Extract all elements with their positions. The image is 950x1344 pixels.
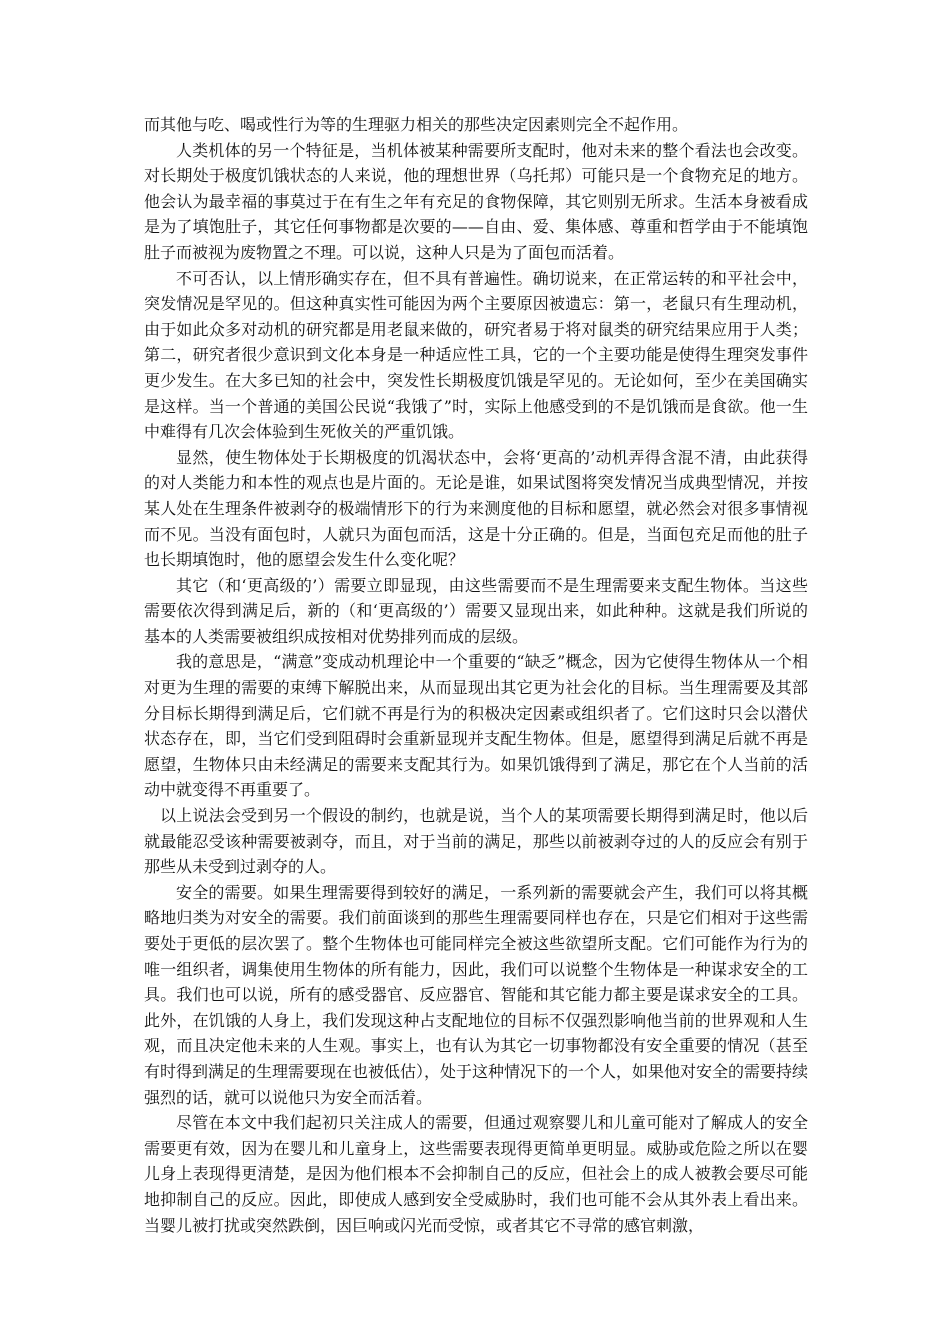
paragraph-safety-needs: 安全的需要。如果生理需要得到较好的满足，一系列新的需要就会产生，我们可以将其概略地归类为对安全的需要。我们前面谈到的那些生理需要同样也存在，只是它们相对于这些需要处于更低的层次罢了。整个生物体也可能同样完全被这些欲望所支配。它们可能作为行为的唯一组织者，调集使用生物体的所有能力，因此，我们可以说整个生物体是一种谋求安全的工具。我们也可以说，所有的感受器官、反应器官、智能和其它能力都主要是谋求安全的工具。此外，在饥饿的人身上，我们发现这种占支配地位的目标不仅强烈影响他当前的世界观和人生观，而且决定他未来的人生观。事实上，也有认为其它一切事物都没有安全重要的情况（甚至有时得到满足的生理需要现在也被低估），处于这种情况下的一个人，如果他对安全的需要持续强烈的话，就可以说他只为安全而活着。 xyxy=(144,882,809,1107)
paragraph-hierarchy: 其它（和‘更高级的’）需要立即显现，由这些需要而不是生理需要来支配生物体。当这些需要依次得到满足后，新的（和‘更高级的’）需要又显现出来，如此种种。这就是我们所说的基本的人类需要被组织成按相对优势排列而成的层级。 xyxy=(144,575,808,646)
paragraph-infants-children: 尽管在本文中我们起初只关注成人的需要，但通过观察婴儿和儿童可能对了解成人的安全需要更有效，因为在婴儿和儿童身上，这些需要表现得更简单更明显。威胁或危险之所以在婴儿身上表现得更清楚，是因为他们根本不会抑制自己的反应，但社会上的成人被教会要尽可能地抑制自己的反应。因此，即使成人感到安全受威胁时，我们也可能不会从其外表上看出来。当婴儿被打扰或突然跌倒，因巨响或闪光而受惊，或者其它不寻常的感官刺激， xyxy=(144,1113,808,1235)
paragraph-deprivation-tolerance: 以上说法会受到另一个假设的制约，也就是说，当个人的某项需要长期得到满足时，他以后就最能忍受该种需要被剥夺，而且，对于当前的满足，那些以前被剥夺过的人的反应会有别于那些从未受到过剥夺的人。 xyxy=(144,806,808,877)
paragraph-satisfaction: 我的意思是，“满意”变成动机理论中一个重要的“缺乏”概念，因为它使得生物体从一个相对更为生理的需要的束缚下解脱出来，从而显现出其它更为社会化的目标。当生理需要及其部分目标长期得到满足后，它们就不再是行为的积极决定因素或组织者了。它们这时只会以潜伏状态存在，即，当它们受到阻碍时会重新显现并支配生物体。但是，愿望得到满足后就不再是愿望，生物体只由未经满足的需要来支配其行为。如果饥饿得到了满足，那它在个人当前的活动中就变得不再重要了。 xyxy=(144,652,808,800)
paragraph-future-outlook: 人类机体的另一个特征是，当机体被某种需要所支配时，他对未来的整个看法也会改变。对长期处于极度饥饿状态的人来说，他的理想世界（乌托邦）可能只是一个食物充足的地方。他会认为最幸福的事莫过于在有生之年有充足的食物保障，其它则别无所求。生活本身被看成是为了填饱肚子，其它任何事物都是次要的——自由、爱、集体感、尊重和哲学由于不能填饱肚子而被视为废物置之不理。可以说，这种人只是为了面包而活着。 xyxy=(144,140,808,262)
paragraph-higher-motives: 显然，使生物体处于长期极度的饥渴状态中，会将‘更高的’动机弄得含混不清，由此获得的对人类能力和本性的观点也是片面的。无论是谁，如果试图将突发情况当成典型情况，并按某人处在生理条件被剥夺的极端情形下的行为来测度他的目标和愿望，就必然会对很多事情视而不见。当没有面包时，人就只为面包而活，这是十分正确的。但是，当面包充足而他的肚子也长期填饱时，他的愿望会发生什么变化呢？ xyxy=(144,447,808,570)
paragraph-not-universal: 不可否认，以上情形确实存在，但不具有普遍性。确切说来，在正常运转的和平社会中，突发情况是罕见的。但这种真实性可能因为两个主要原因被遗忘：第一，老鼠只有生理动机，由于如此众多对动机的研究都是用老鼠来做的，研究者易于将对鼠类的研究结果应用于人类；第二，研究者很少意识到文化本身是一种适应性工具，它的一个主要功能是使得生理突发事件更少发生。在大多已知的社会中，突发性长期极度饥饿是罕见的。无论如何，至少在美国确实是这样。当一个普通的美国公民说“我饿了”时，实际上他感受到的不是饥饿而是食欲。他一生中难得有几次会体验到生死攸关的严重饥饿。 xyxy=(144,268,808,442)
paragraph-continuation: 而其他与吃、喝或性行为等的生理驱力相关的那些决定因素则完全不起作用。 xyxy=(144,115,689,134)
document-page xyxy=(144,112,808,1238)
